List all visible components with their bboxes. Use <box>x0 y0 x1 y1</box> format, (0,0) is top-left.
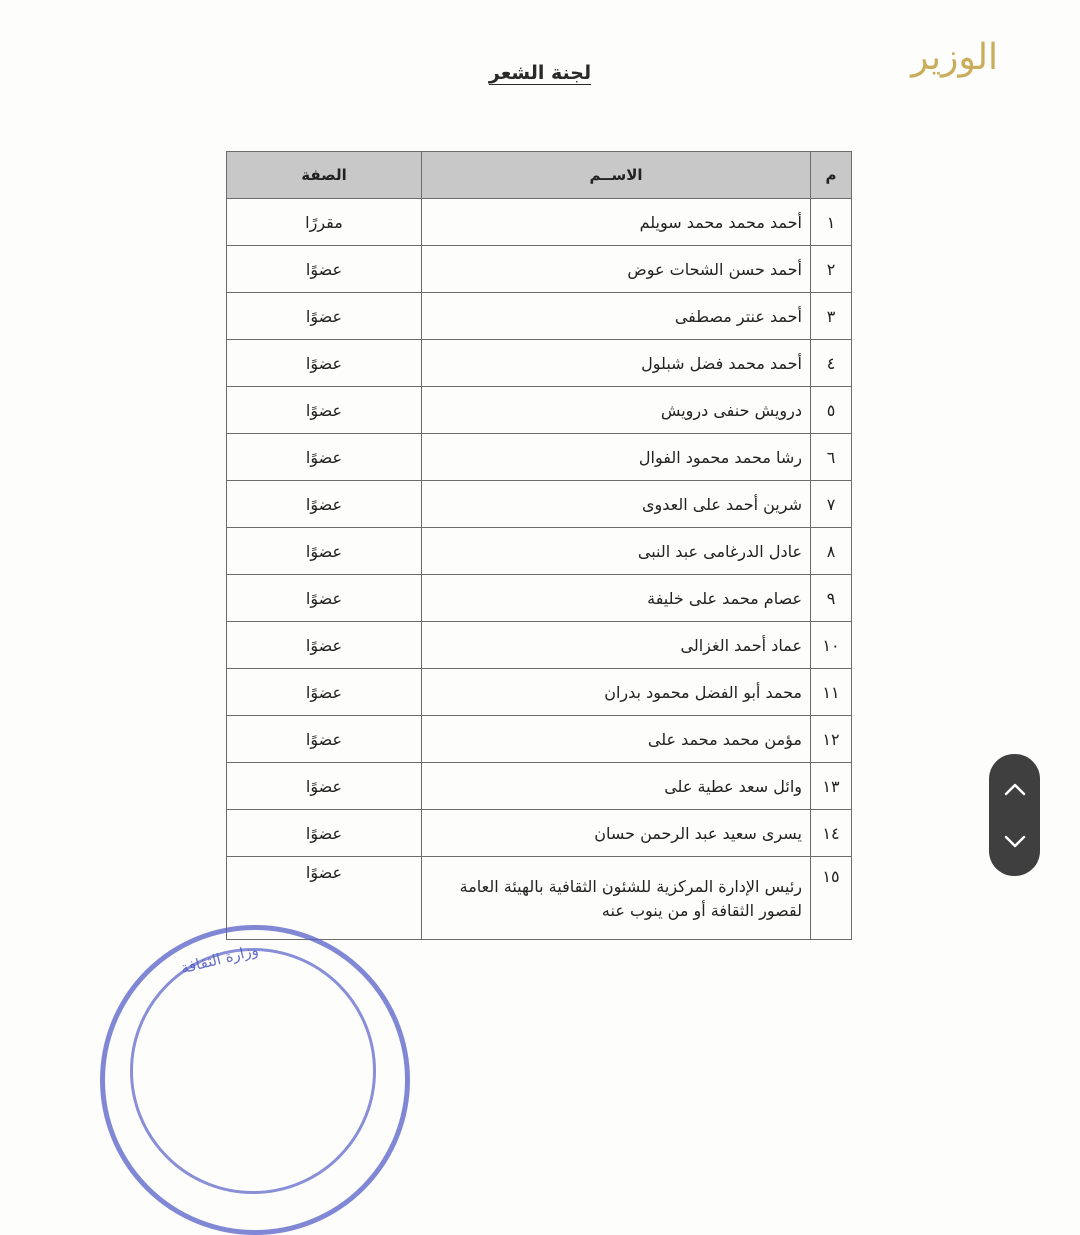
table-row <box>227 528 852 575</box>
member-name: أحمد محمد محمد سويلم <box>422 199 811 246</box>
stamp-text: وزارة الثقافة <box>178 940 261 978</box>
table-row <box>227 669 852 716</box>
member-role: عضوًا <box>227 246 422 293</box>
member-role: عضوًا <box>227 387 422 434</box>
row-number: ١٢ <box>811 716 852 763</box>
chevron-down-icon <box>1004 835 1026 849</box>
member-name: أحمد عنتر مصطفى <box>422 293 811 340</box>
member-name: درويش حنفى درويش <box>422 387 811 434</box>
row-number: ٥ <box>811 387 852 434</box>
member-role: عضوًا <box>227 575 422 622</box>
scroll-up-button[interactable] <box>995 769 1035 809</box>
table-row <box>227 481 852 528</box>
member-name: رئيس الإدارة المركزية للشئون الثقافية بالهيئة العامة لقصور الثقافة أو من ينوب عنه <box>422 857 811 940</box>
member-role: عضوًا <box>227 528 422 575</box>
member-name: رشا محمد محمود الفوال <box>422 434 811 481</box>
member-name: محمد أبو الفضل محمود بدران <box>422 669 811 716</box>
page-scroll-control <box>989 754 1040 876</box>
member-role: عضوًا <box>227 293 422 340</box>
row-number: ٦ <box>811 434 852 481</box>
row-number: ١٥ <box>811 857 852 940</box>
member-role: عضوًا <box>227 340 422 387</box>
member-name: عادل الدرغامى عبد النبى <box>422 528 811 575</box>
row-number: ٩ <box>811 575 852 622</box>
row-number: ١٠ <box>811 622 852 669</box>
table-header-row <box>227 152 852 199</box>
row-number: ٨ <box>811 528 852 575</box>
member-name: عماد أحمد الغزالى <box>422 622 811 669</box>
member-role: مقررًا <box>227 199 422 246</box>
table-row <box>227 434 852 481</box>
row-number: ٣ <box>811 293 852 340</box>
column-header-role: الصفة <box>227 152 422 199</box>
member-role: عضوًا <box>227 622 422 669</box>
member-name: شرين أحمد على العدوى <box>422 481 811 528</box>
member-role: عضوًا <box>227 716 422 763</box>
member-role: عضوًا <box>227 857 422 940</box>
column-header-number: م <box>811 152 852 199</box>
member-name: مؤمن محمد محمد على <box>422 716 811 763</box>
table-row <box>227 293 852 340</box>
table-row <box>227 763 852 810</box>
table-row <box>227 575 852 622</box>
row-number: ٢ <box>811 246 852 293</box>
committee-table <box>226 151 852 940</box>
page-title: لجنة الشعر <box>488 62 592 84</box>
member-name: عصام محمد على خليفة <box>422 575 811 622</box>
table-row <box>227 340 852 387</box>
minister-logo: الوزير <box>911 37 998 78</box>
member-name: يسرى سعيد عبد الرحمن حسان <box>422 810 811 857</box>
official-stamp-inner-ring <box>130 948 376 1194</box>
chevron-up-icon <box>1004 782 1026 796</box>
scroll-down-button[interactable] <box>995 822 1035 862</box>
member-role: عضوًا <box>227 763 422 810</box>
table-row <box>227 622 852 669</box>
table-row <box>227 810 852 857</box>
table-row <box>227 716 852 763</box>
row-number: ١٤ <box>811 810 852 857</box>
member-name: وائل سعد عطية على <box>422 763 811 810</box>
member-role: عضوًا <box>227 481 422 528</box>
row-number: ١ <box>811 199 852 246</box>
row-number: ١٣ <box>811 763 852 810</box>
column-header-name: الاســم <box>422 152 811 199</box>
row-number: ١١ <box>811 669 852 716</box>
member-role: عضوًا <box>227 434 422 481</box>
table-row <box>227 246 852 293</box>
row-number: ٤ <box>811 340 852 387</box>
row-number: ٧ <box>811 481 852 528</box>
member-role: عضوًا <box>227 669 422 716</box>
member-name: أحمد محمد فضل شبلول <box>422 340 811 387</box>
table-row <box>227 387 852 434</box>
table-row <box>227 199 852 246</box>
table-row <box>227 857 852 940</box>
member-role: عضوًا <box>227 810 422 857</box>
member-name: أحمد حسن الشحات عوض <box>422 246 811 293</box>
